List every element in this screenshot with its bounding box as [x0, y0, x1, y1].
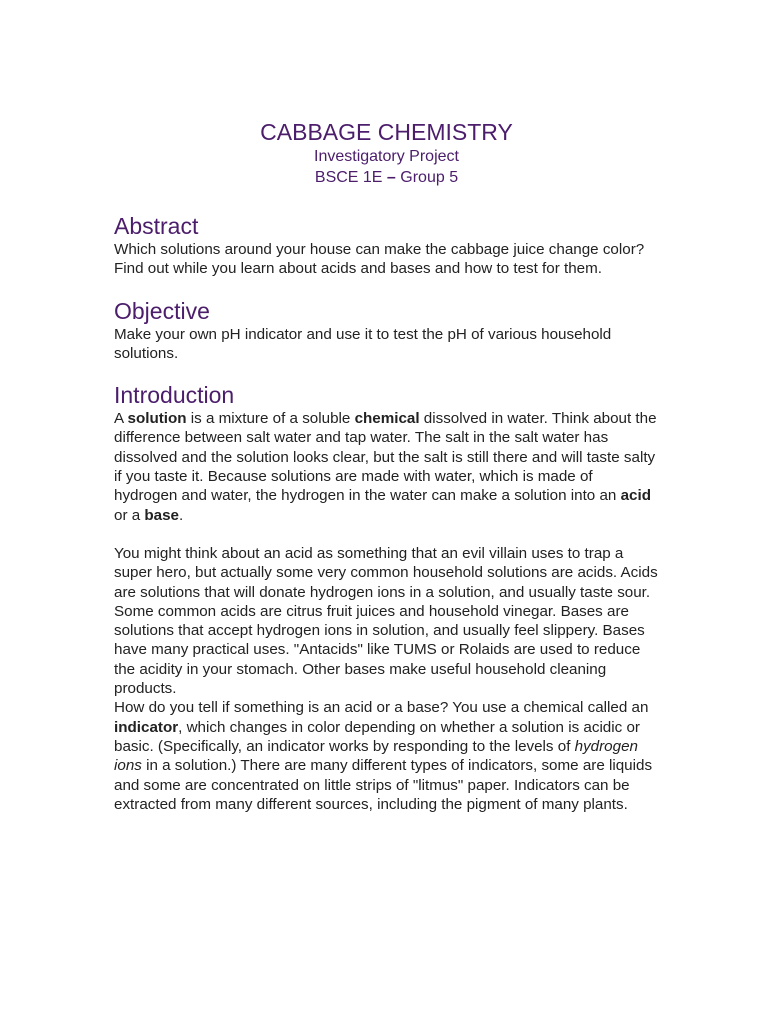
- group-dash: –: [386, 169, 396, 186]
- intro-p1-text-3: dissolved in water. Think about the difference between salt water and tap water. The salt in the salt water has dissolved and the solution looks clear, but the salt is still there and will taste salty if you taste it. Because solutions are made with water, which is made of hydrogen and water, the hydrogen in the water can make a solution into an: [114, 410, 657, 505]
- term-chemical: chemical: [354, 410, 420, 428]
- term-base: base: [144, 506, 180, 524]
- objective-heading: Objective: [114, 297, 210, 324]
- term-solution: solution: [127, 410, 187, 428]
- intro-p1-text-2: is a mixture of a soluble: [186, 410, 355, 428]
- intro-p1-text-1: A: [114, 410, 128, 428]
- intro-p1-text-4: or a: [114, 506, 145, 524]
- intro-p3-text-2: , which changes in color depending on whether a solution is acidic or basic. (Specifically, an indicator works by responding to the levels of: [114, 718, 640, 755]
- intro-p1-text-5: .: [179, 506, 184, 524]
- introduction-paragraph-2: You might think about an acid as something that an evil villain uses to trap a super hero, but actually some very common household solutions are acids. Acids are solutions that will donate hydrogen ions in a solution, and usually taste sour. Some common acids are citrus fruit juices and household vinegar. Bases are solutions that accept hydrogen ions in solution, and usually feel slippery. Bases have many practical uses. "Antacids" like TUMS or Rolaids are used to reduce the acidity in your stomach. Other bases make useful household cleaning products.: [114, 544, 658, 698]
- document-subtitle: Investigatory Project: [314, 148, 459, 165]
- introduction-paragraph-3: [114, 698, 659, 814]
- intro-p3-text-3: in a solution.) There are many different types of indicators, some are liquids and some are concentrated on little strips of "litmus" paper. Indicators can be extracted from many different sources, including the pigment of many plants.: [114, 757, 653, 813]
- objective-text: Make your own pH indicator and use it to test the pH of various household solutions.: [114, 325, 612, 362]
- abstract-heading: Abstract: [114, 213, 199, 239]
- introduction-heading: Introduction: [114, 382, 235, 409]
- term-acid: acid: [620, 487, 651, 505]
- document-title: CABBAGE CHEMISTRY: [260, 119, 513, 145]
- term-indicator: indicator: [114, 718, 179, 736]
- document-page: [114, 118, 659, 814]
- group-suffix: Group 5: [395, 169, 459, 186]
- term-hydrogen-ions: hydrogen ions: [114, 737, 638, 775]
- intro-p3-text-1: How do you tell if something is an acid or a base? You use a chemical called an: [114, 699, 649, 717]
- group-prefix: BSCE 1E: [314, 169, 387, 186]
- introduction-paragraph-1: [114, 409, 659, 525]
- title-block: [114, 118, 659, 188]
- abstract-text: Which solutions around your house can make the cabbage juice change color? Find out while you learn about acids and bases and how to test for them.: [114, 241, 645, 278]
- group-line: [114, 167, 659, 188]
